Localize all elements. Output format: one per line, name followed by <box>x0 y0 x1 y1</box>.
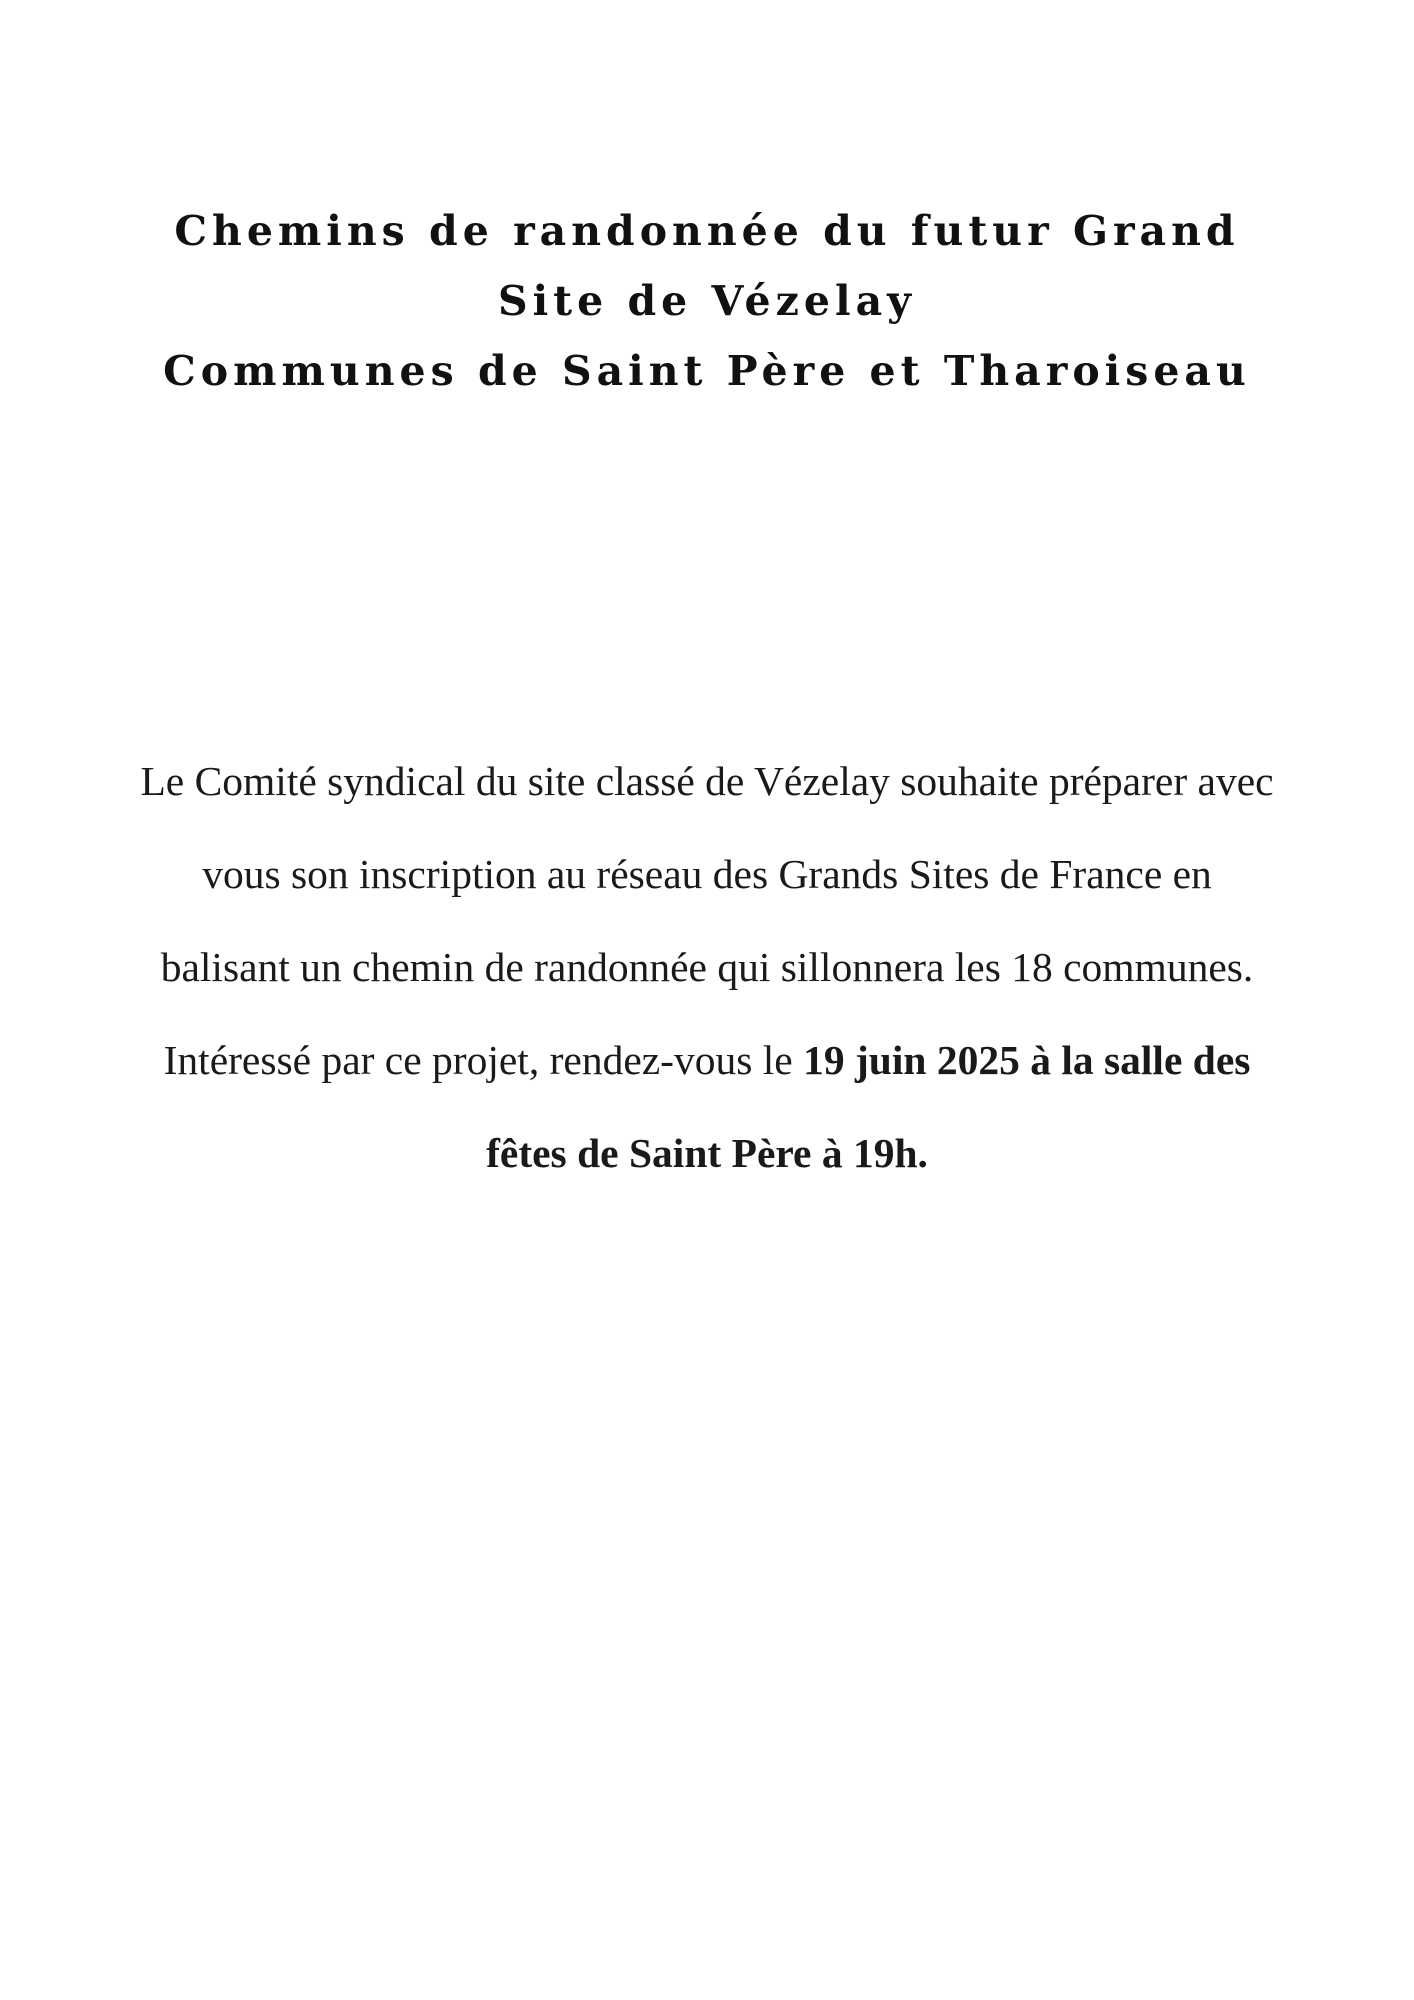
paragraph-line-3: balisant un chemin de randonnée qui sillonnera les 18 communes. <box>160 944 1254 990</box>
announcement-paragraph <box>40 735 1374 1200</box>
paragraph-line-1: Le Comité syndical du site classé de Vézelay souhaite préparer avec <box>140 758 1274 804</box>
event-location-time: fêtes de Saint Père à 19h. <box>486 1130 928 1176</box>
title-line-1: Chemins de randonnée du futur Grand <box>174 207 1240 255</box>
invitation-text: Intéressé par ce projet, rendez-vous le <box>163 1037 804 1083</box>
event-date-location: 19 juin 2025 à la salle des <box>803 1037 1251 1083</box>
paragraph-line-4 <box>40 1014 1374 1107</box>
paragraph-line-2: vous son inscription au réseau des Grands Sites de France en <box>202 851 1212 897</box>
document-title <box>0 196 1414 406</box>
title-line-2: Site de Vézelay <box>498 277 916 325</box>
title-line-3: Communes de Saint Père et Tharoiseau <box>163 347 1251 395</box>
